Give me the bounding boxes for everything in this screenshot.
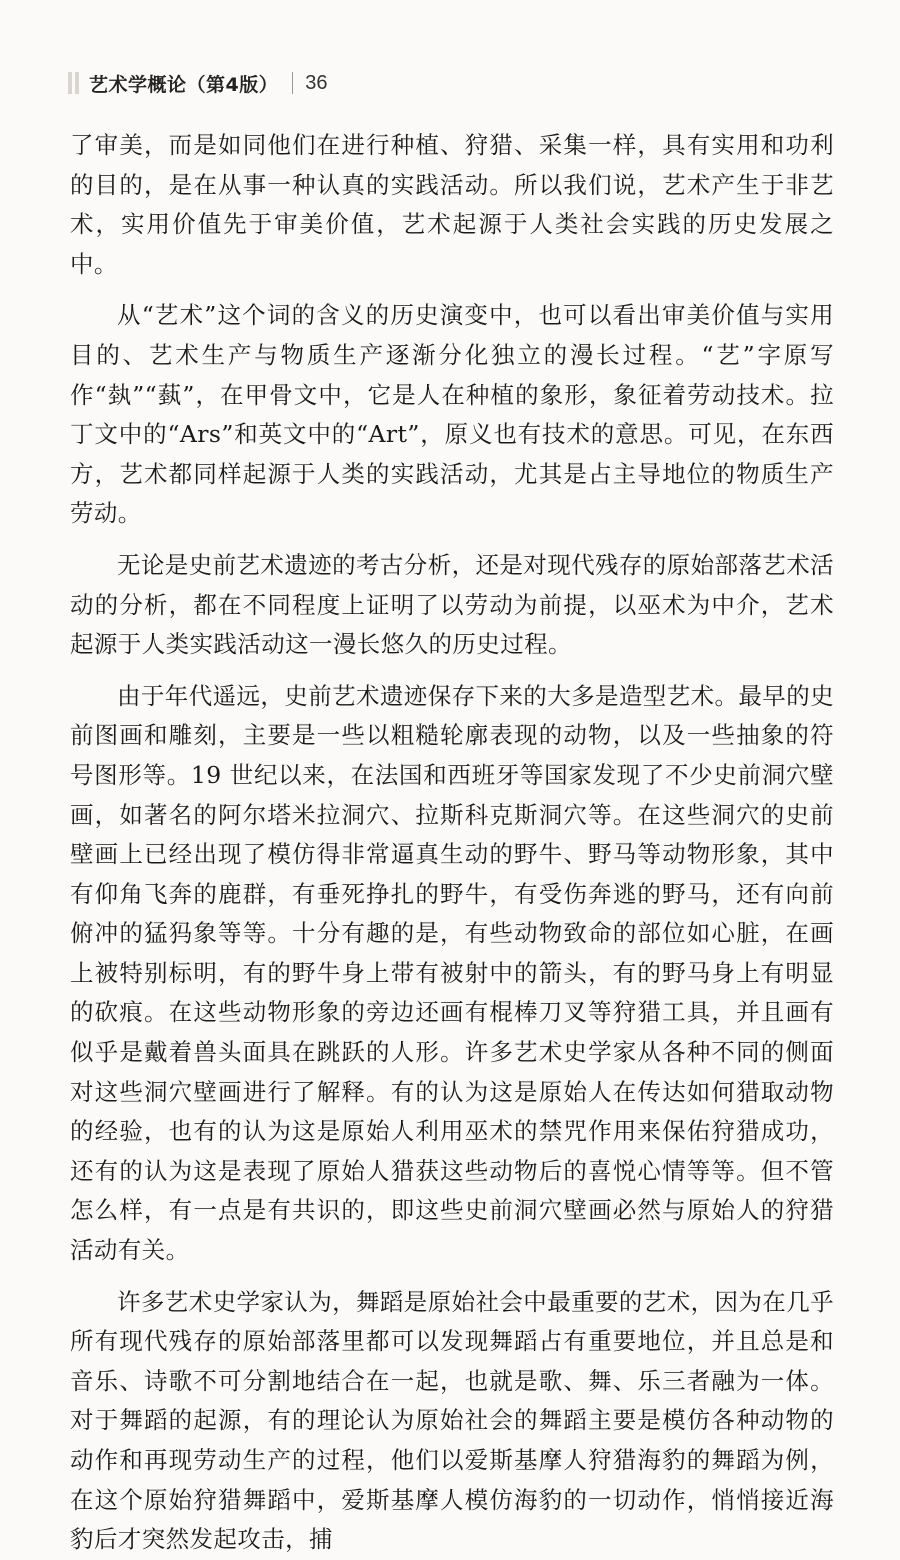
paragraph: 无论是史前艺术遗迹的考古分析，还是对现代残存的原始部落艺术活动的分析，都在不同程度上证明了以劳动为前提，以巫术为中介，艺术起源于人类实践活动这一漫长悠久的历史过程。 <box>70 550 834 659</box>
page-number: 36 <box>305 71 328 94</box>
header-decoration <box>68 72 79 94</box>
header-divider <box>292 72 293 94</box>
body-text <box>70 126 834 1560</box>
running-header <box>68 66 327 100</box>
paragraph: 从“艺术”这个词的含义的历史演变中，也可以看出审美价值与实用目的、艺术生产与物质生产逐渐分化独立的漫长过程。“艺”字原写作“埶”“蓺”，在甲骨文中，它是人在种植的象形，象征着劳动技术。拉丁文中的“Ars”和英文中的“Art”，原义也有技术的意思。可见，在东西方，艺术都同样起源于人类的实践活动，尤其是占主导地位的物质生产劳动。 <box>70 301 834 528</box>
book-title: 艺术学概论（第4版） <box>89 73 279 96</box>
paragraph: 由于年代遥远，史前艺术遗迹保存下来的大多是造型艺术。最早的史前图画和雕刻，主要是一些以粗糙轮廓表现的动物，以及一些抽象的符号图形等。19 世纪以来，在法国和西班牙等国家发现了不少史前洞穴壁画，如著名的阿尔塔米拉洞穴、拉斯科克斯洞穴等。在这些洞穴的史前壁画上已经出现了模仿得非常逼真生动的野牛、野马等动物形象，其中有仰角飞奔的鹿群，有垂死挣扎的野牛，有受伤奔逃的野马，还有向前俯冲的猛犸象等等。十分有趣的是，有些动物致命的部位如心脏，在画上被特别标明，有的野牛身上带有被射中的箭头，有的野马身上有明显的砍痕。在这些动物形象的旁边还画有棍棒刀叉等狩猎工具，并且画有似乎是戴着兽头面具在跳跃的人形。许多艺术史学家从各种不同的侧面对这些洞穴壁画进行了解释。有的认为这是原始人在传达如何猎取动物的经验，也有的认为这是原始人利用巫术的禁咒作用来保佑狩猎成功，还有的认为这是表现了原始人猎获这些动物后的喜悦心情等等。但不管怎么样，有一点是有共识的，即这些史前洞穴壁画必然与原始人的狩猎活动有关。 <box>70 681 834 1265</box>
paragraph: 许多艺术史学家认为，舞蹈是原始社会中最重要的艺术，因为在几乎所有现代残存的原始部落里都可以发现舞蹈占有重要地位，并且总是和音乐、诗歌不可分割地结合在一起，也就是歌、舞、乐三者融为一体。对于舞蹈的起源，有的理论认为原始社会的舞蹈主要是模仿各种动物的动作和再现劳动生产的过程，他们以爱斯基摩人狩猎海豹的舞蹈为例，在这个原始狩猎舞蹈中，爱斯基摩人模仿海豹的一切动作，悄悄接近海豹后才突然发起攻击，捕 <box>70 1287 834 1554</box>
paragraph-continuation: 了审美，而是如同他们在进行种植、狩猎、采集一样，具有实用和功利的目的，是在从事一种认真的实践活动。所以我们说，艺术产生于非艺术，实用价值先于审美价值，艺术起源于人类社会实践的历史发展之中。 <box>70 131 834 278</box>
